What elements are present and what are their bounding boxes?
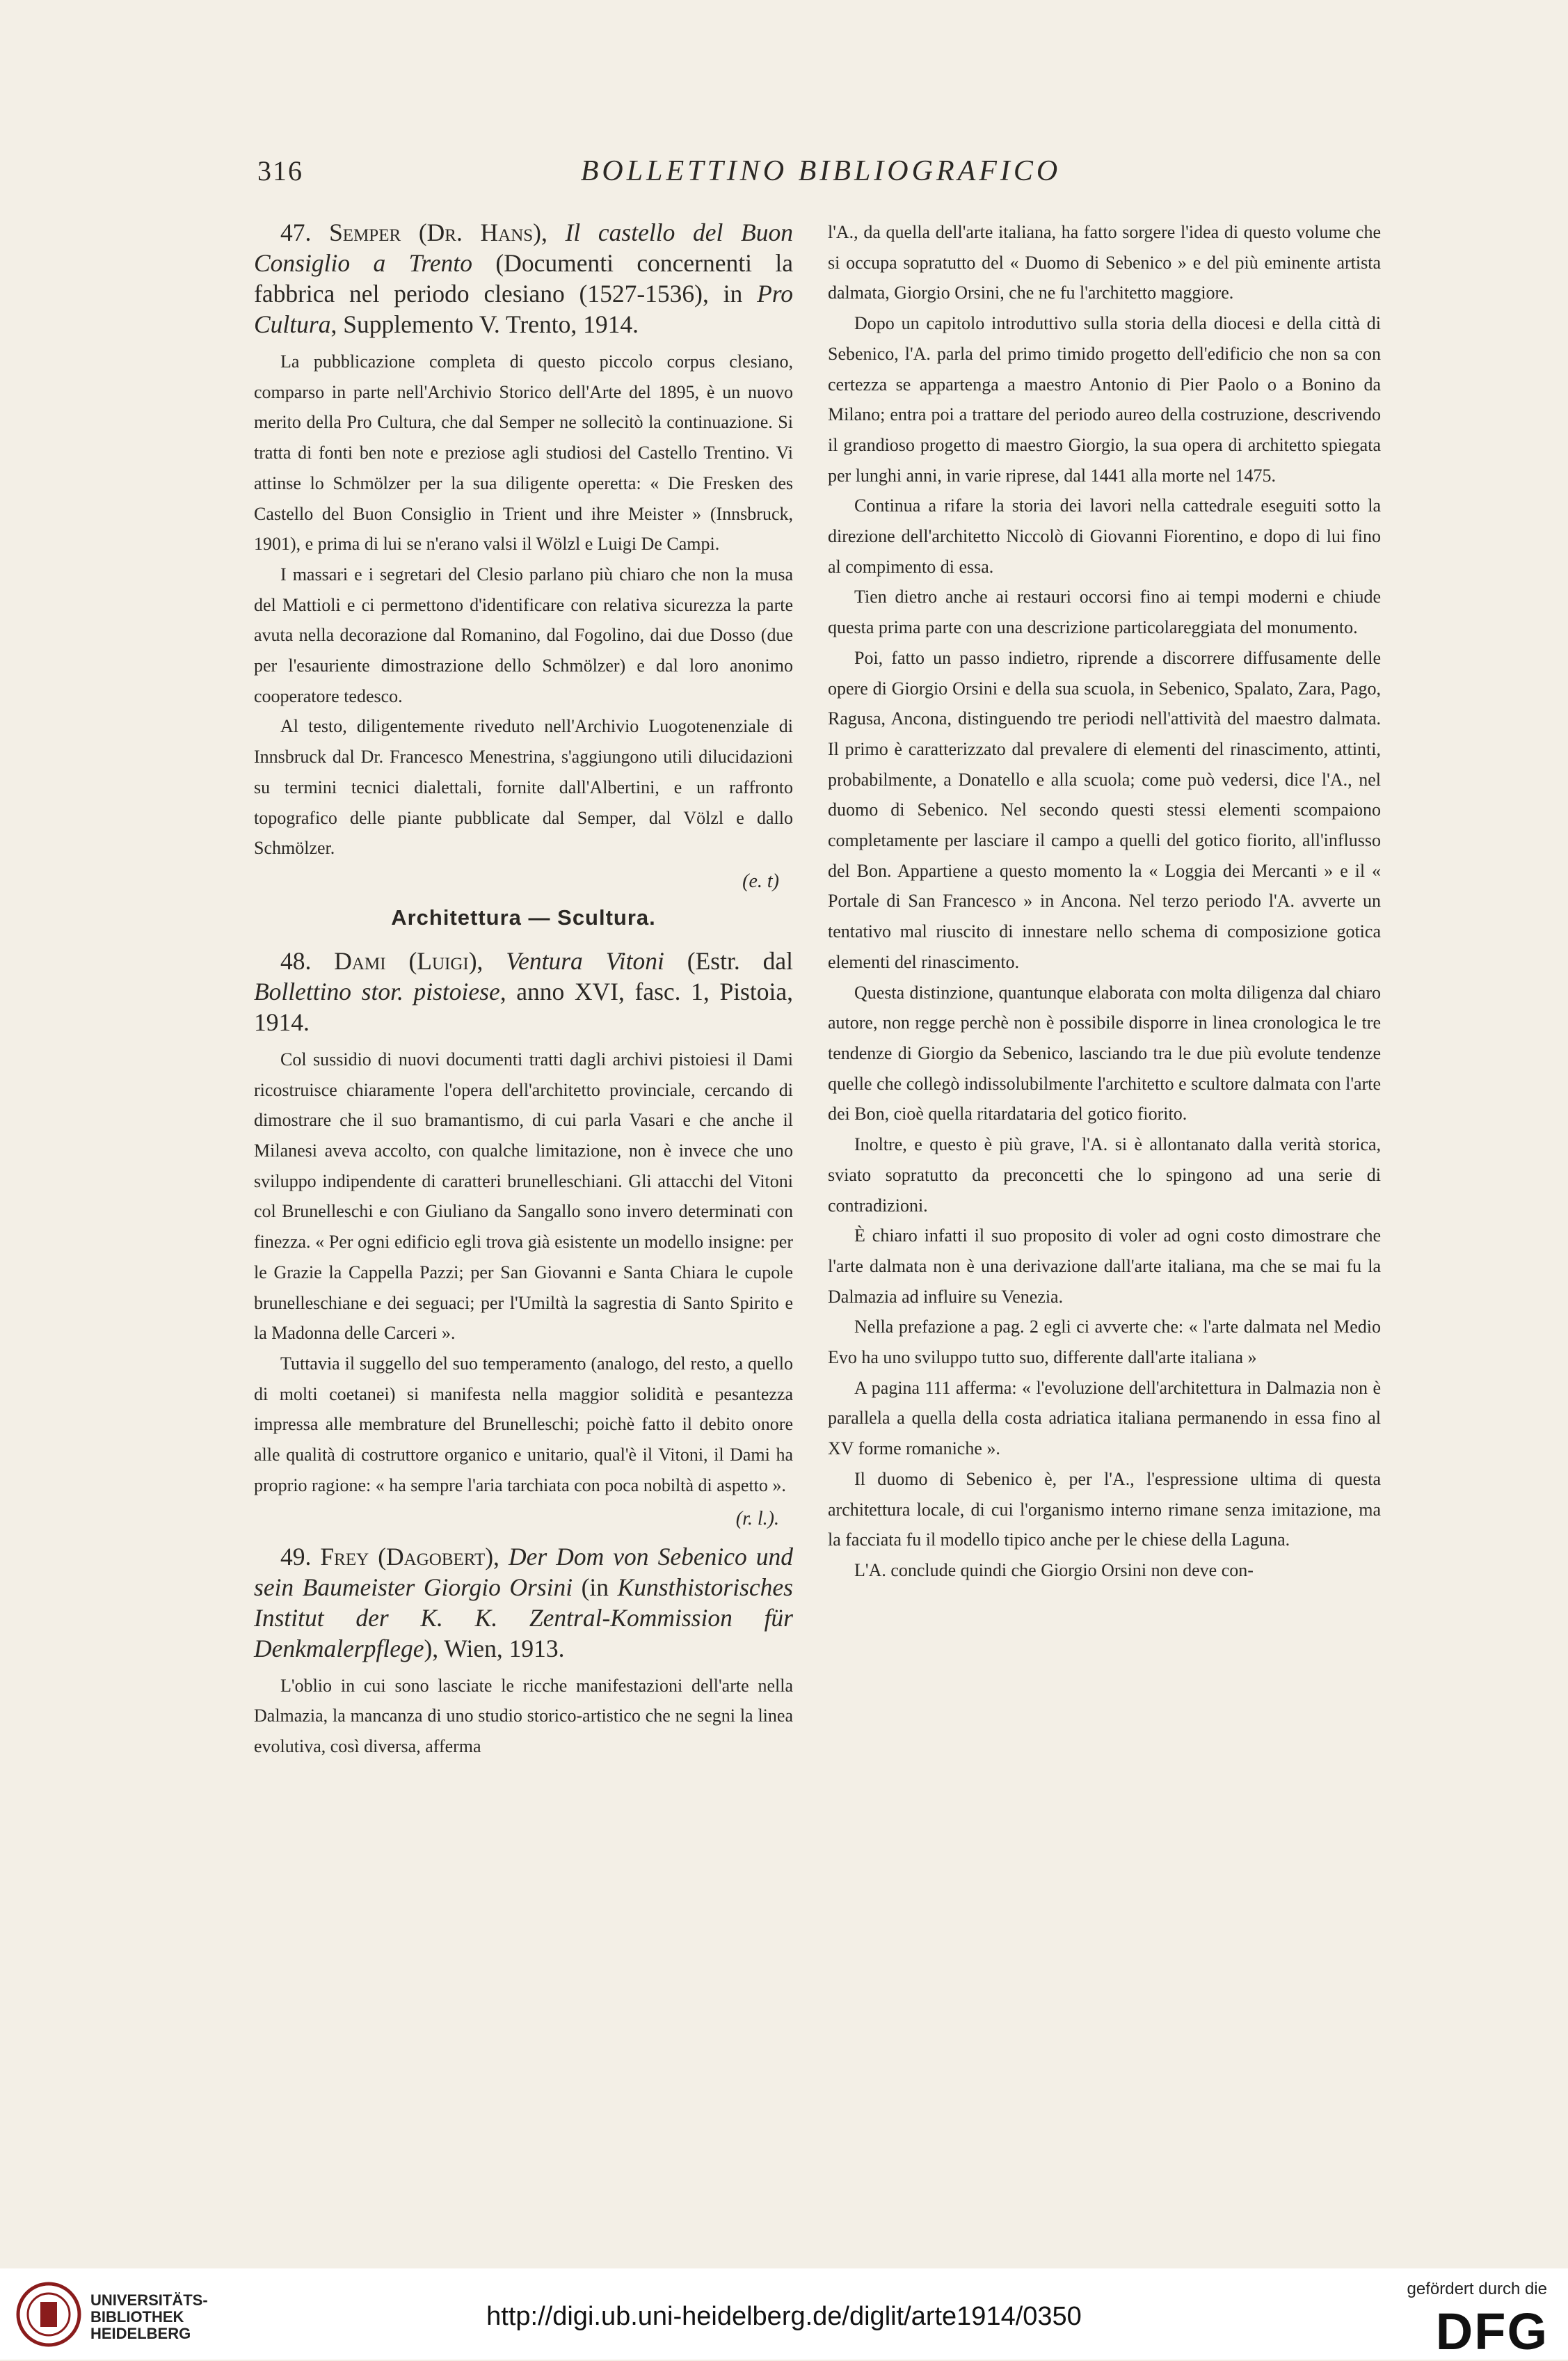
entry-imprint: , Supplemento V. Trento, 1914. [330, 310, 639, 338]
paragraph: Nella prefazione a pag. 2 egli ci avverte che: « l'arte dalmata nel Medio Evo ha uno sviluppo tutto suo, differente dall'arte italiana » [828, 1317, 1381, 1368]
paragraph: L'oblio in cui sono lasciate le ricche manifestazioni dell'arte nella Dalmazia, la mancanza di uno studio storico-artistico che ne segni la linea evolutiva, così diversa, afferma [254, 1675, 793, 1756]
paragraph: Inoltre, e questo è più grave, l'A. si è allontanato dalla verità storica, sviato sopratutto da preconcetti che lo spingono ad una serie di contradizioni. [828, 1134, 1381, 1216]
entry-imprint: anno XVI, fasc. 1, Pistoia, 1914. [254, 977, 793, 1036]
entry-author: Frey (Dagobert), [320, 1542, 509, 1571]
paragraph: I massari e i segretari del Clesio parlano più chiaro che non la musa del Mattioli e ci permettono d'identificare con relativa sicurezza la parte avuta nella decorazione dal Romanino, dal Fogolino, dai due Dosso (due per l'esauriente dimostrazione dello Schmölzer) e dal loro anonimo cooperatore tedesco. [254, 564, 793, 706]
dfg-logo: DFG [1435, 2303, 1549, 2360]
reviewer-initials: (r. l.). [735, 1507, 779, 1529]
entry-47-heading [254, 217, 793, 340]
paragraph: È chiaro infatti il suo proposito di voler ad ogni costo dimostrare che l'arte dalmata non è una derivazione dall'arte italiana, ma che se mai fu la Dalmazia ad influire su Venezia. [828, 1225, 1381, 1307]
paragraph: Al testo, diligentemente riveduto nell'Archivio Luogotenenziale di Innsbruck dal Dr. Francesco Menestrina, s'aggiungono utili dilucidazioni su termini tecnici dialettali, fornite dall'Albertini, e un raffronto topografico delle piante pubblicate dal Semper, dal Völzl e dallo Schmölzer. [254, 716, 793, 859]
running-head: BOLLETTINO BIBLIOGRAFICO [580, 155, 1062, 187]
library-name: UNIVERSITÄTS- BIBLIOTHEK HEIDELBERG [90, 2291, 208, 2342]
entry-48-heading [254, 946, 793, 1038]
entry-title: Il castello del Buon Consiglio a Trento [254, 218, 793, 277]
paragraph: Poi, fatto un passo indietro, riprende a discorrere diffusamente delle opere di Giorgio Orsini e della sua scuola, in Sebenico, Spalato, Zara, Pago, Ragusa, Ancona, distinguendo tre periodi nell'attività del maestro dalmata. Il primo è caratterizzato dal prevalere di elementi del rinascimento, attinti, probabilmente, a Donatello e alla scuola; come può vedersi, dice l'A., nel duomo di Sebenico. Nel secondo questi stessi elementi scompaiono completamente per lasciare il campo a quelli del gotico fiorito, all'influsso del Bon. Appartiene a questo momento la « Loggia dei Mercanti » e il « Portale di San Francesco » in Ancona. Nel terzo periodo l'A. avverte un tentativo mal riuscito di innestare nello schema di composizione gotica elementi del rinascimento. [828, 647, 1381, 972]
paragraph: A pagina 111 afferma: « l'evoluzione dell'architettura in Dalmazia non è parallela a quella della costa adriatica italiana permanendo in essa fino al XV forme romaniche ». [828, 1377, 1381, 1459]
entry-series: Bollettino stor. pistoiese, [254, 977, 506, 1005]
entry-title: Der Dom von Sebenico und sein Baumeister Giorgio Orsini [254, 1542, 794, 1601]
entry-49-heading [254, 1541, 793, 1664]
entry-imprint: ), Wien, 1913. [424, 1634, 565, 1662]
entry-details: (in [573, 1573, 618, 1601]
footer-bar [0, 2268, 1568, 2360]
entry-author: Dami (Luigi), [334, 946, 506, 975]
paragraph: Il duomo di Sebenico è, per l'A., l'espressione ultima di questa architettura locale, di cui l'organismo interno rimane senza imitazione, ma la facciata fu il modello tipico anche per le chiese della Laguna. [828, 1468, 1381, 1550]
page-header [257, 154, 1384, 196]
paragraph: La pubblicazione completa di questo piccolo corpus clesiano, comparso in parte nell'Archivio Storico dell'Arte del 1895, è un nuovo merito della Pro Cultura, che dal Semper ne sollecitò la continuazione. Si tratta di fonti ben note e preziose agli studiosi del Castello Trentino. Vi attinse lo Schmölzer per la sua diligente operetta: « Die Fresken des Castello del Buon Consiglio in Trient und ihre Meister » (Innsbruck, 1901), e prima di lui se n'erano valsi il Wölzl e Luigi De Campi. [254, 351, 793, 555]
paragraph: Continua a rifare la storia dei lavori nella cattedrale eseguiti sotto la direzione dell'architetto Niccolò di Giovanni Fiorentino, e dopo di lui fino al compimento di essa. [828, 495, 1381, 577]
funding-note: gefördert durch die [1407, 2280, 1547, 2298]
paragraph: Questa distinzione, quantunque elaborata con molta diligenza dal chiaro autore, non regge perchè non è possibile disporre in linea cronologica le tre tendenze di Giorgio da Sebenico, lasciando tra le due più evolute tendenze quelle che collegò indissolubilmente l'architetto e scultore dalmata con l'arte dei Bon, cioè quella ritardataria del gotico fiorito. [828, 982, 1381, 1124]
entry-details: (Estr. dal [664, 946, 793, 975]
entry-details: (Documenti concernenti la fabbrica nel periodo clesiano (1527-1536), in [254, 249, 793, 308]
entry-title: Ventura Vitoni [506, 946, 664, 975]
entry-series: Kunsthistorisches Institut der K. K. Zentral-Kommission für Denkmalerpflege [254, 1573, 793, 1662]
entry-number: 48. [280, 946, 335, 975]
page-number: 316 [257, 155, 303, 186]
paragraph: Col sussidio di nuovi documenti tratti dagli archivi pistoiesi il Dami ricostruisce chiaramente l'opera dell'architetto provinciale, cercando di dimostrare che il suo bramantismo, di cui parla Vasari e che anche il Milanesi aveva accolto, con qualche limitazione, non è invece che uno sviluppo indipendente di caratteri brunelleschiani. Gli attacchi del Vitoni col Brunelleschi e con Giuliano da Sangallo sono invero determinati con finezza. « Per ogni edificio egli trova già esistente un modello insigne: per le Grazie la Cappella Pazzi; per San Giovanni e Santa Chiara le cupole brunelleschiane e dei seguaci; per l'Umiltà la sagrestia di Santo Spirito e la Madonna delle Carceri ». [254, 1049, 793, 1344]
section-title: Architettura — Scultura. [391, 905, 656, 930]
entry-number: 47. [280, 218, 330, 246]
entry-series: Pro Cultura [254, 280, 793, 338]
source-url-link[interactable]: http://digi.ub.uni-heidelberg.de/diglit/arte1914/0350 [486, 2302, 1082, 2331]
right-column [828, 217, 1381, 1586]
entry-author: Semper (Dr. Hans), [329, 218, 566, 246]
paragraph: Tuttavia il suggello del suo temperamento (analogo, del resto, a quello di molti coetanei) si manifesta nella maggior solidità e pesantezza impressa alle membrature del Brunelleschi; poichè fatto il debito onore alle qualità di costruttore organico e unitario, qual'è il Vitoni, il Dami ha proprio ragione: « ha sempre l'aria tarchiata con poca nobiltà di aspetto ». [254, 1353, 793, 1495]
reviewer-initials: (e. t) [742, 870, 779, 892]
paragraph: L'A. conclude quindi che Giorgio Orsini non deve con- [854, 1559, 1254, 1580]
entry-number: 49. [280, 1542, 321, 1571]
paragraph: l'A., da quella dell'arte italiana, ha fatto sorgere l'idea di questo volume che si occupa sopratutto del « Duomo di Sebenico » e del più eminente artista dalmata, Giorgio Orsini, che ne fu l'architetto maggiore. [828, 222, 1381, 303]
paragraph: Dopo un capitolo introduttivo sulla storia della diocesi e della città di Sebenico, l'A. parla del primo timido progetto dell'edificio che non sa con certezza se appartenga a maestro Antonio di Pier Paolo o a Bonino da Milano; entra poi a trattare del periodo aureo della costruzione, descrivendo il grandioso progetto di maestro Giorgio, la sua opera di architetto spiegata per lunghi anni, in varie riprese, dal 1441 alla morte nel 1475. [828, 313, 1381, 486]
left-column [254, 217, 793, 1762]
paragraph: Tien dietro anche ai restauri occorsi fino ai tempi moderni e chiude questa prima parte con una descrizione particolareggiata del monumento. [828, 587, 1381, 638]
